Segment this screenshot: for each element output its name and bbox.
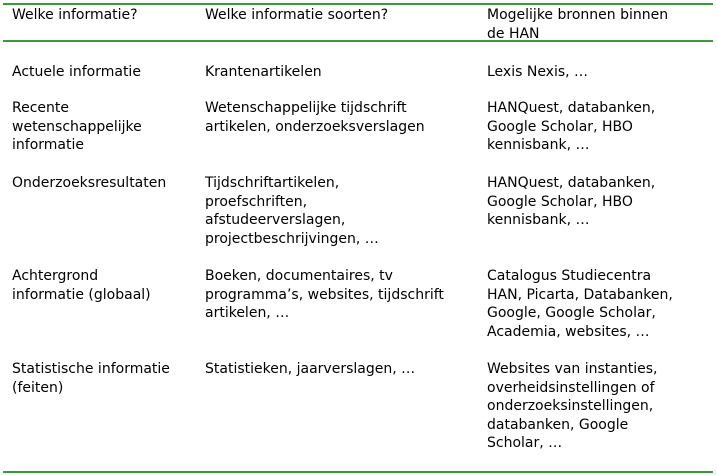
row-5-types — [205, 360, 415, 379]
cell-line: (feiten) — [12, 379, 64, 396]
cell-line: Recente — [12, 100, 69, 116]
cell-line: artikelen, … — [205, 305, 290, 322]
row-1-types — [205, 63, 322, 82]
row-3-information — [12, 174, 166, 193]
cell-line: Actuele informatie — [12, 64, 141, 80]
cell-line: Wetenschappelijke tijdschrift — [205, 100, 407, 116]
cell-line: Tijdschriftartikelen, — [205, 175, 340, 191]
header-cell-sources — [487, 6, 668, 43]
row-2-types — [205, 99, 425, 136]
cell-line: onderzoeksinstellingen, — [487, 398, 654, 415]
cell-line: informatie (globaal) — [12, 286, 151, 303]
cell-line: Google Scholar, HBO — [487, 118, 633, 135]
cell-line: Achtergrond — [12, 268, 99, 284]
header-cell-information — [12, 6, 138, 25]
cell-line: Statistieken, jaarverslagen, … — [205, 361, 416, 377]
row-4-sources — [487, 267, 673, 341]
row-4-information — [12, 267, 151, 304]
table-top-rule — [3, 3, 713, 5]
cell-line: databanken, Google — [487, 416, 629, 433]
cell-line: HAN, Picarta, Databanken, — [487, 286, 673, 303]
cell-line: projectbeschrijvingen, … — [205, 230, 379, 247]
cell-line: Onderzoeksresultaten — [12, 175, 167, 191]
row-2-information — [12, 99, 142, 155]
cell-line: wetenschappelijke — [12, 118, 142, 135]
row-5-information — [12, 360, 170, 397]
cell-line: Lexis Nexis, … — [487, 64, 589, 80]
row-4-types — [205, 267, 444, 323]
cell-line: programma’s, websites, tijdschrift — [205, 286, 444, 303]
cell-line: Scholar, … — [487, 435, 563, 452]
cell-line: Boeken, documentaires, tv — [205, 268, 393, 284]
table-bottom-rule — [3, 471, 713, 473]
cell-line: Websites van instanties, — [487, 361, 658, 377]
header-line: de HAN — [487, 25, 540, 42]
cell-line: artikelen, onderzoeksverslagen — [205, 118, 425, 135]
cell-line: Statistische informatie — [12, 361, 170, 377]
cell-line: HANQuest, databanken, — [487, 100, 656, 116]
header-line: Welke informatie? — [12, 7, 138, 23]
header-line: Welke informatie soorten? — [205, 7, 389, 23]
row-1-information — [12, 63, 141, 82]
cell-line: HANQuest, databanken, — [487, 175, 656, 191]
cell-line: kennisbank, … — [487, 212, 590, 229]
row-1-sources — [487, 63, 588, 82]
cell-line: proefschriften, — [205, 193, 308, 210]
cell-line: Catalogus Studiecentra — [487, 268, 652, 284]
cell-line: Google Scholar, HBO — [487, 193, 633, 210]
cell-line: Academia, websites, … — [487, 323, 650, 340]
cell-line: informatie — [12, 137, 84, 154]
cell-line: Krantenartikelen — [205, 64, 322, 80]
cell-line: overheidsinstellingen of — [487, 379, 655, 396]
cell-line: kennisbank, … — [487, 137, 590, 154]
row-3-types — [205, 174, 379, 248]
row-3-sources — [487, 174, 655, 230]
header-cell-information-types — [205, 6, 388, 25]
row-2-sources — [487, 99, 655, 155]
cell-line: afstudeerverslagen, — [205, 212, 346, 229]
header-line: Mogelijke bronnen binnen — [487, 7, 669, 23]
cell-line: Google, Google Scholar, — [487, 305, 656, 322]
row-5-sources — [487, 360, 657, 453]
